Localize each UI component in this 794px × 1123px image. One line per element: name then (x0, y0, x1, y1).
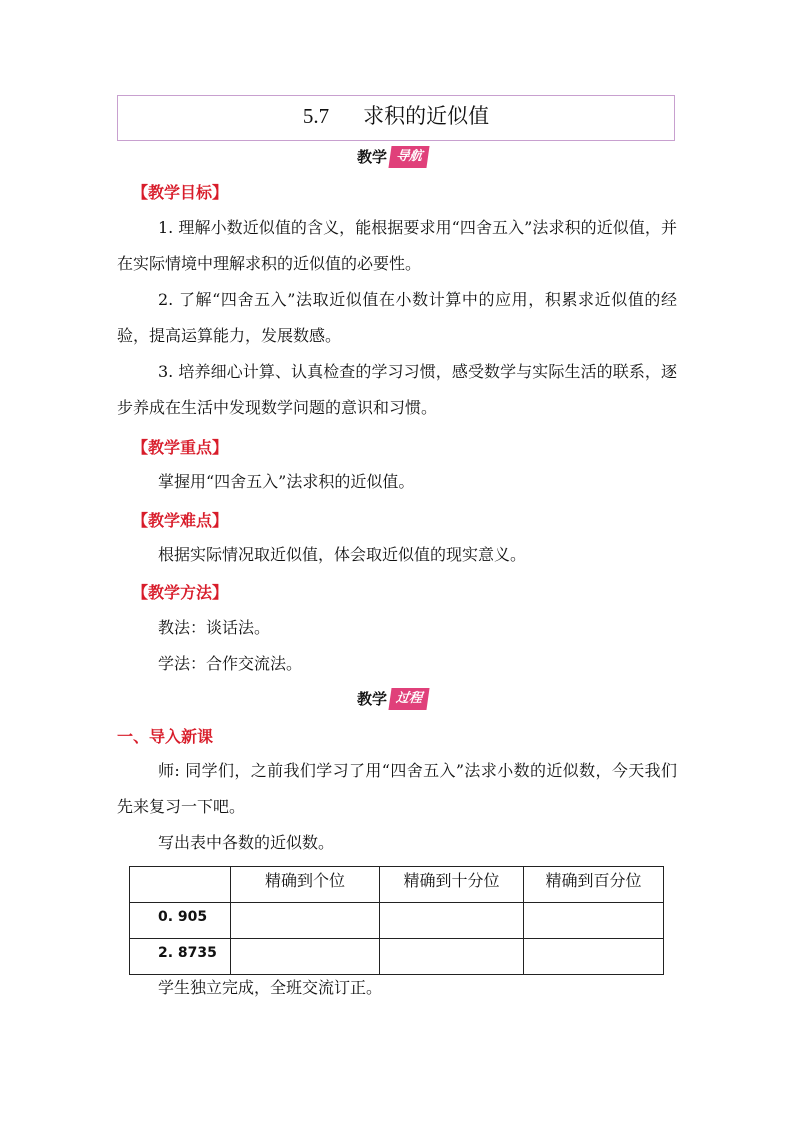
badge-nav-right: 导航 (388, 146, 429, 168)
key-text: 掌握用“四舍五入”法求积的近似值。 (158, 472, 415, 491)
badge-process-right: 过程 (388, 688, 429, 710)
lesson-title: 求积的近似值 (363, 104, 490, 128)
approximation-table (129, 866, 664, 975)
intro-text: 师: 同学们，之前我们学习了用“四舍五入”法求小数的近似数，今天我们先来复习一下吧。 (117, 761, 677, 816)
table-header-row (130, 867, 664, 903)
method-learn: 学法：合作交流法。 (158, 654, 303, 673)
difficulty-text: 根据实际情况取近似值，体会取近似值的现实意义。 (158, 545, 527, 564)
badge-teaching-process (355, 688, 428, 710)
goal-item-1: 1. 理解小数近似值的含义，能根据要求用“四舍五入”法求积的近似值，并在实际情境中理解求积的近似值的必要性。 (117, 218, 677, 273)
badge-teaching-nav (355, 146, 428, 168)
table-header-cell (130, 867, 231, 903)
goal-item-3: 3. 培养细心计算、认真检查的学习习惯，感受数学与实际生活的联系，逐步养成在生活中发现数学问题的意识和习惯。 (117, 362, 677, 417)
badge-process-left: 教学 (357, 690, 388, 708)
task-text: 写出表中各数的近似数。 (158, 833, 335, 852)
badge-nav-left: 教学 (357, 148, 388, 166)
goals-heading: 【教学目标】 (132, 183, 229, 202)
lesson-title-box (117, 95, 675, 141)
table-header-cell: 精确到十分位 (380, 867, 524, 903)
method-teach: 教法：谈话法。 (158, 618, 271, 637)
table-cell (524, 903, 664, 939)
lesson-number: 5.7 (302, 104, 330, 128)
after-table-text: 学生独立完成，全班交流订正。 (158, 978, 383, 997)
table-cell (231, 903, 380, 939)
table-header-cell: 精确到百分位 (524, 867, 664, 903)
method-heading: 【教学方法】 (132, 583, 229, 602)
section1-heading: 一、导入新课 (117, 727, 214, 746)
table-row-label: 0. 905 (130, 903, 231, 939)
goal-item-2: 2. 了解“四舍五入”法取近似值在小数计算中的应用，积累求近似值的经验，提高运算能力，发展数感。 (117, 290, 677, 345)
table-header-cell: 精确到个位 (231, 867, 380, 903)
difficulty-heading: 【教学难点】 (132, 511, 229, 530)
table-row-label: 2. 8735 (130, 939, 231, 975)
key-heading: 【教学重点】 (132, 438, 229, 457)
table-cell (380, 903, 524, 939)
table-row (130, 903, 664, 939)
